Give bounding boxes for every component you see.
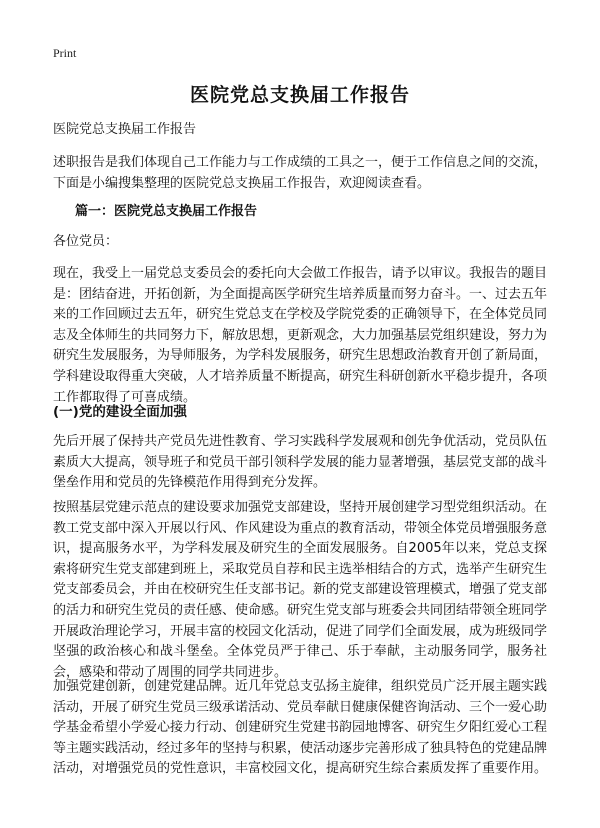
report-paragraph-4: 加强党建创新，创建党建品牌。近几年党总支弘扬主旋律，组织党员广泛开展主题实践活动，开展了研究生党员三级承诺活动、党员奉献日健康保健咨询活动、三个一爱心助学基金希望小学爱心接力行动、创建研究生党建书韵园地博客、研究生夕阳红爱心工程等主题实践活动，经过多年的坚持与积累，使活动逐步完善形成了独具特色的党建品牌活动，对增强党员的党性意识，丰富校园文化，提高研究生综合素质发挥了重要作用。 (53, 679, 548, 777)
greeting-text: 各位党员： (53, 234, 119, 249)
intro-paragraph: 述职报告是我们体现自己工作能力与工作成绩的工具之一，便于工作信息之间的交流，下面是小编搜集整理的医院党总支换届工作报告，欢迎阅读查看。 (53, 155, 548, 191)
print-link[interactable]: Print (53, 46, 77, 60)
report-paragraph-1: 现在，我受上一届党总支委员会的委托向大会做工作报告，请予以审议。我报告的题目是：团结奋进，开拓创新，为全面提高医学研究生培养质量而努力奋斗。一、过去五年来的工作回顾过去五年，研究生党总支在学校及学院党委的正确领导下，在全体党员同志及全体师生的共同努力下，解放思想，更新观念，大力加强基层党组织建设，努力为研究生发展服务，为导师服务，为学科发展服务，研究生思想政治教育开创了新局面，学科建设取得重大突破，人才培养质量不断提高，研究生科研创新水平稳步提升，各项工作都取得了可喜成绩。 (53, 266, 548, 405)
sub-heading-party-building: (一)党的建设全面加强 (53, 404, 187, 420)
document-subtitle: 医院党总支换届工作报告 (53, 122, 197, 137)
section-heading: 篇一：医院党总支换届工作报告 (75, 204, 258, 219)
report-paragraph-2: 先后开展了保持共产党员先进性教育、学习实践科学发展观和创先争优活动，党员队伍素质大大提高，领导班子和党员干部引领科学发展的能力显著增强，基层党支部的战斗堡垒作用和党员的先锋模范作用得到充分发挥。 (53, 434, 548, 491)
report-paragraph-3: 按照基层党建示范点的建设要求加强党支部建设，坚持开展创建学习型党组织活动。在教工党支部中深入开展以行风、作风建设为重点的教育活动，带领全体党员增强服务意识，提高服务水平，为学科发展及研究生的全面发展服务。自2005年以来，党总支探索将研究生党支部建到班上，采取党员自荐和民主选举相结合的方式，选举产生研究生党支部委员会，并由在校研究生任支部书记。新的党支部建设管理模式，增强了党支部的活力和研究生党员的责任感、使命感。研究生党支部与班委会共同团结带领全班同学开展政治理论学习，开展丰富的校园文化活动，促进了同学们全面发展，成为班级同学坚强的政治核心和战斗堡垒。全体党员严于律己、乐于奉献，主动服务同学，服务社会，感染和带动了周围的同学共同进步。 (53, 500, 548, 680)
page-title: 医院党总支换届工作报告 (189, 84, 410, 106)
